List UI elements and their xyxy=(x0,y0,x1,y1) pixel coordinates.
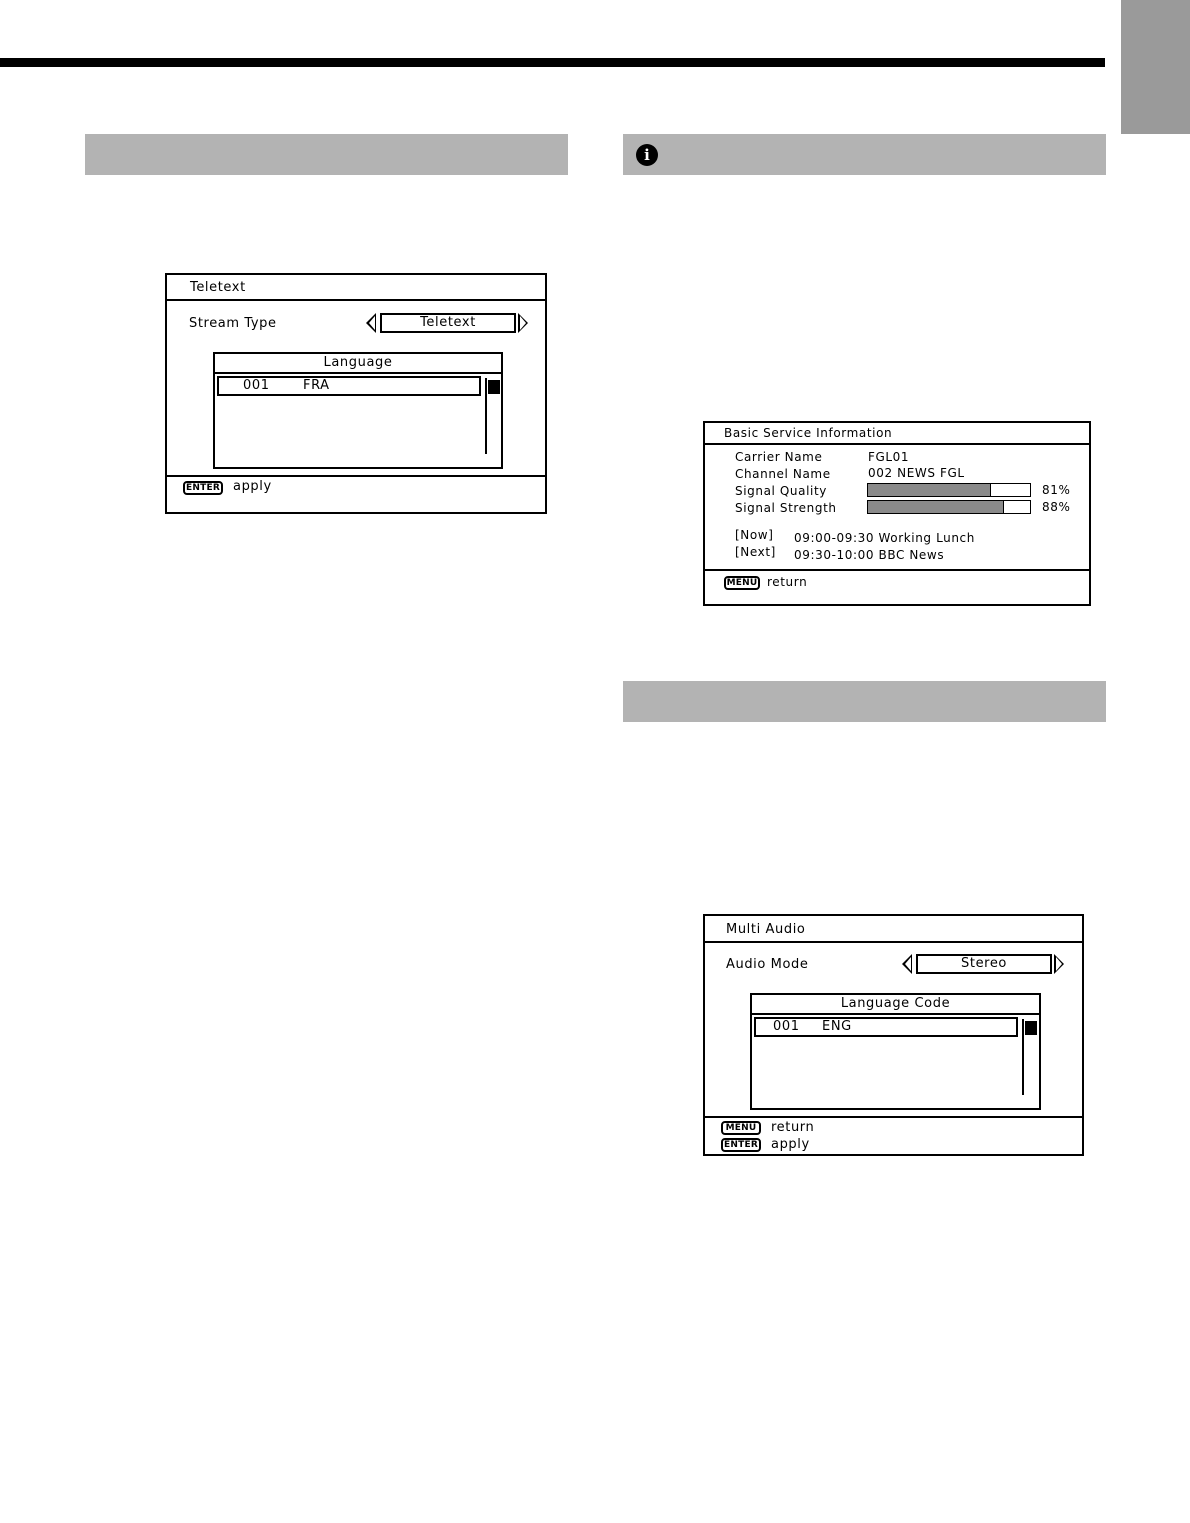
multi-audio-return-action: return xyxy=(771,1120,815,1135)
service-info-footer-action: return xyxy=(767,575,808,589)
teletext-title: Teletext xyxy=(190,280,246,295)
teletext-scrollbar[interactable] xyxy=(485,378,487,454)
teletext-scroll-thumb[interactable] xyxy=(488,380,500,394)
channel-name-label: Channel Name xyxy=(735,467,831,481)
audio-row-code: ENG xyxy=(822,1019,852,1034)
enter-key-icon: ENTER xyxy=(721,1138,761,1152)
teletext-footer-action: apply xyxy=(233,479,272,494)
now-program: 09:00-09:30 Working Lunch xyxy=(794,531,975,545)
signal-quality-fill xyxy=(868,484,991,496)
multi-audio-panel xyxy=(703,914,1084,1156)
signal-strength-bar xyxy=(867,500,1031,514)
language-code-scroll-thumb[interactable] xyxy=(1025,1021,1037,1035)
teletext-language-list xyxy=(213,352,503,469)
teletext-row-code: FRA xyxy=(303,378,330,393)
menu-key-icon: MENU xyxy=(724,576,760,590)
multi-audio-apply-action: apply xyxy=(771,1137,810,1152)
carrier-name-label: Carrier Name xyxy=(735,450,823,464)
audio-mode-value[interactable]: Stereo xyxy=(916,954,1052,974)
teletext-row-number: 001 xyxy=(243,378,270,393)
service-info-title: Basic Service Information xyxy=(724,426,893,440)
section-bar-multi-audio xyxy=(623,681,1106,722)
language-code-row[interactable] xyxy=(754,1017,1018,1037)
multi-audio-title: Multi Audio xyxy=(726,922,806,937)
carrier-name-value: FGL01 xyxy=(868,450,910,464)
signal-quality-label: Signal Quality xyxy=(735,484,827,498)
language-code-scrollbar[interactable] xyxy=(1022,1019,1024,1095)
section-bar-teletext xyxy=(85,134,568,175)
now-label: [Now] xyxy=(735,528,774,542)
info-icon: i xyxy=(636,144,658,166)
multi-audio-footer-divider xyxy=(705,1116,1082,1118)
channel-name-value: 002 NEWS FGL xyxy=(868,466,965,480)
next-program: 09:30-10:00 BBC News xyxy=(794,548,945,562)
signal-strength-fill xyxy=(868,501,1004,513)
language-code-list xyxy=(750,993,1041,1110)
signal-strength-value: 88% xyxy=(1042,500,1071,514)
menu-key-icon: MENU xyxy=(721,1121,761,1135)
teletext-panel xyxy=(165,273,547,514)
multi-audio-title-divider xyxy=(705,941,1082,943)
next-label: [Next] xyxy=(735,545,776,559)
top-rule xyxy=(0,58,1105,67)
teletext-language-row[interactable] xyxy=(217,376,481,396)
stream-type-label: Stream Type xyxy=(189,316,277,331)
language-code-header: Language Code xyxy=(752,995,1039,1015)
service-info-footer-divider xyxy=(705,569,1089,571)
section-bar-info xyxy=(623,134,1106,175)
audio-mode-label: Audio Mode xyxy=(726,957,809,972)
signal-quality-bar xyxy=(867,483,1031,497)
teletext-language-header: Language xyxy=(215,354,501,374)
side-tab xyxy=(1121,0,1190,134)
enter-key-icon: ENTER xyxy=(183,481,223,495)
signal-quality-value: 81% xyxy=(1042,483,1071,497)
signal-strength-label: Signal Strength xyxy=(735,501,837,515)
audio-row-number: 001 xyxy=(773,1019,800,1034)
teletext-footer-divider xyxy=(167,475,545,477)
service-info-panel xyxy=(703,421,1091,606)
service-info-title-divider xyxy=(705,443,1089,445)
teletext-title-divider xyxy=(167,299,545,301)
stream-type-value[interactable]: Teletext xyxy=(380,313,516,333)
